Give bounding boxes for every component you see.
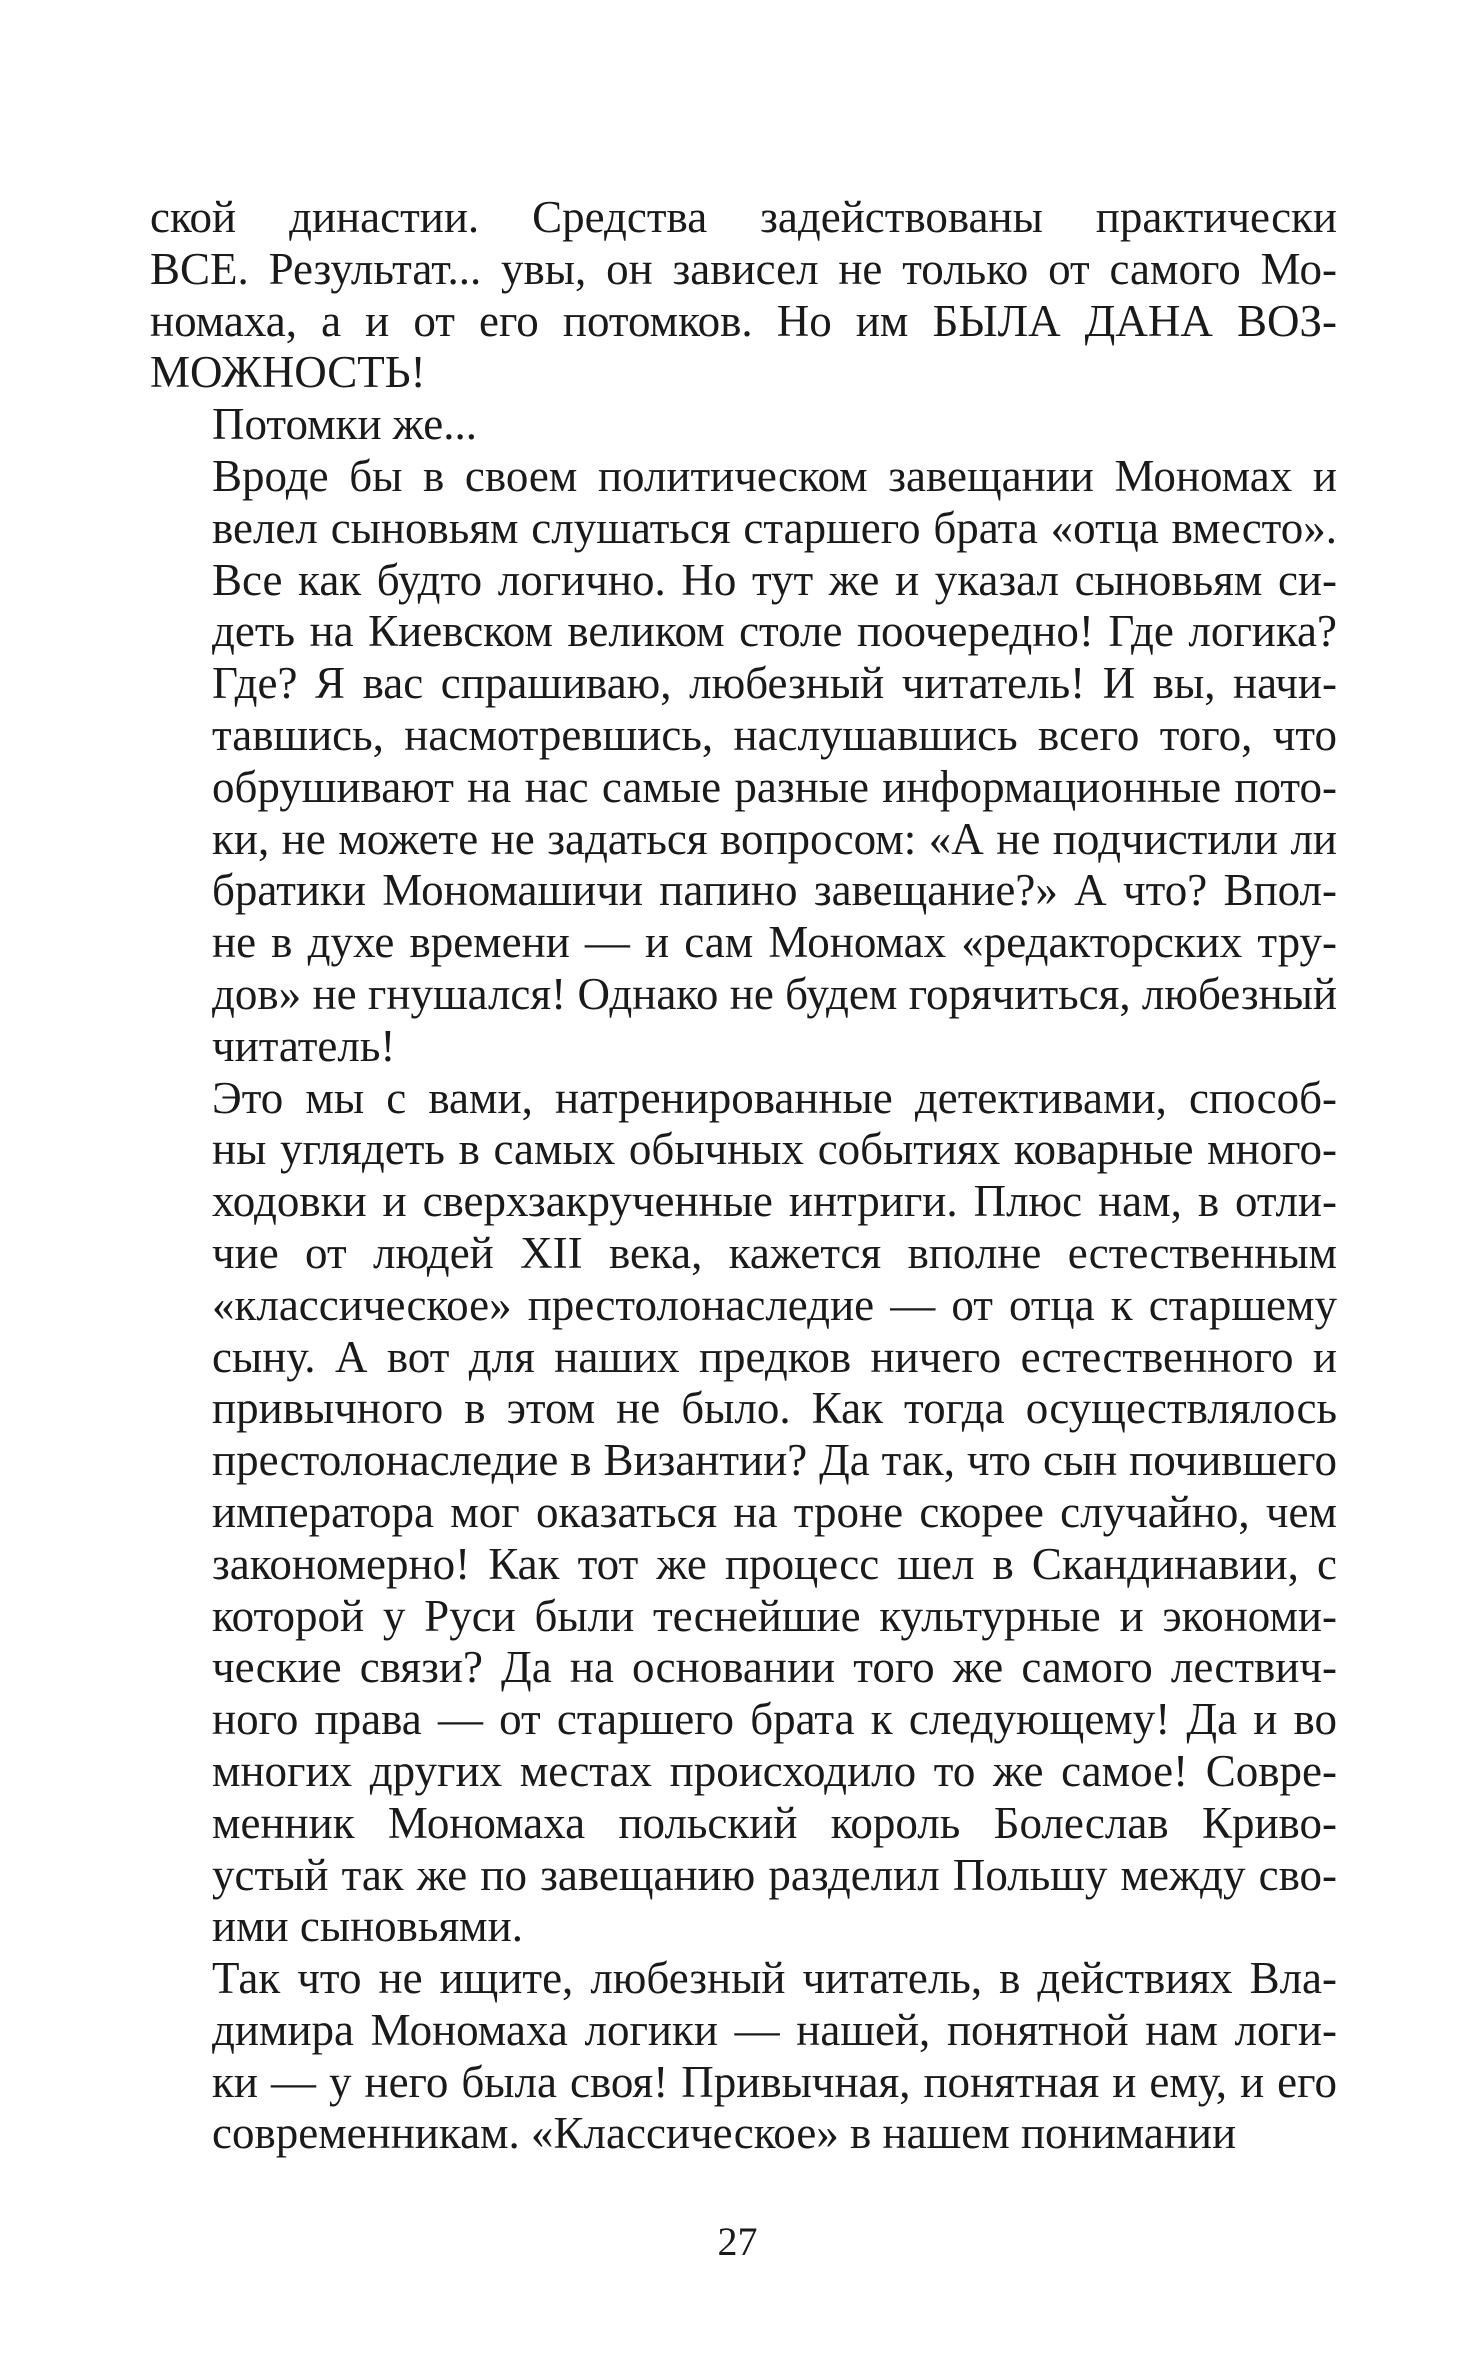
text-line: Где? Я вас спрашиваю, любезный читатель! И вы, начи- bbox=[212, 658, 1337, 709]
text-line: привычного в этом не было. Как тогда осуществлялось bbox=[212, 1383, 1337, 1434]
paragraph bbox=[150, 451, 1337, 1073]
text-line: ны углядеть в самых обычных событиях коварные много- bbox=[212, 1124, 1337, 1175]
text-line: ческие связи? Да на основании того же самого лествич- bbox=[212, 1642, 1337, 1693]
text-line: престолонаследие в Византии? Да так, что сын почившего bbox=[212, 1435, 1337, 1486]
text-line: дов» не гнушался! Однако не будем горячиться, любезный bbox=[212, 968, 1337, 1019]
text-line: ки, не можете не задаться вопросом: «А не подчистили ли bbox=[212, 813, 1337, 864]
paragraph bbox=[150, 1953, 1337, 2160]
text-line: читатель! bbox=[212, 1020, 396, 1071]
text-line: не в духе времени — и сам Мономах «редакторских тру- bbox=[212, 917, 1337, 968]
text-line: ного права — от старшего брата к следующему! Да и во bbox=[212, 1694, 1337, 1745]
text-line: Все как будто логично. Но тут же и указал сыновьям си- bbox=[212, 554, 1337, 605]
text-line: многих других местах происходило то же самое! Совре- bbox=[212, 1745, 1337, 1796]
text-line: ской династии. Средства задействованы практически bbox=[150, 192, 1337, 242]
text-line: ки — у него была своя! Привычная, понятная и ему, и его bbox=[212, 2056, 1337, 2107]
text-line: Вроде бы в своем политическом завещании Мономах и bbox=[212, 450, 1337, 501]
text-line: номаха, а и от его потомков. Но им БЫЛА ДАНА ВОЗ- bbox=[150, 295, 1337, 346]
text-line: ходовки и сверхзакрученные интриги. Плюс нам, в отли- bbox=[212, 1176, 1337, 1227]
text-line: ими сыновьями. bbox=[212, 1901, 523, 1952]
text-line: которой у Руси были теснейшие культурные и экономи- bbox=[212, 1590, 1337, 1641]
page-number: 27 bbox=[717, 2219, 758, 2264]
text-line: императора мог оказаться на троне скорее случайно, чем bbox=[212, 1486, 1337, 1537]
text-line: сыну. А вот для наших предков ничего естественного и bbox=[212, 1331, 1337, 1382]
text-line: МОЖНОСТЬ! bbox=[150, 347, 426, 398]
text-line: братики Мономашичи папино завещание?» А что? Впол- bbox=[212, 865, 1337, 916]
text-line: «классическое» престолонаследие — от отца к старшему bbox=[212, 1279, 1337, 1330]
text-line: закономерно! Как тот же процесс шел в Скандинавии, с bbox=[212, 1538, 1337, 1589]
paragraph bbox=[150, 399, 1337, 451]
text-line: обрушивают на нас самые разные информационные пото- bbox=[212, 761, 1337, 812]
text-line: менник Мономаха польский король Болеслав Криво- bbox=[212, 1797, 1337, 1848]
paragraph bbox=[150, 192, 1337, 399]
paragraph bbox=[150, 1073, 1337, 1954]
text-line: современникам. «Классическое» в нашем понимании bbox=[212, 2108, 1237, 2159]
text-line: ВСЕ. Результат... увы, он зависел не только от самого Мо- bbox=[150, 243, 1337, 294]
text-line: тавшись, насмотревшись, наслушавшись всего того, что bbox=[212, 709, 1337, 760]
page-body bbox=[150, 192, 1337, 2160]
text-line: чие от людей XII века, кажется вполне естественным bbox=[212, 1227, 1337, 1278]
text-line: Так что не ищите, любезный читатель, в действиях Вла- bbox=[212, 1953, 1337, 2004]
text-line: велел сыновьям слушаться старшего брата «отца вместо». bbox=[212, 502, 1337, 553]
text-line: Это мы с вами, натренированные детективами, способ- bbox=[212, 1072, 1337, 1123]
text-line: устый так же по завещанию разделил Польшу между сво- bbox=[212, 1849, 1337, 1900]
text-line: димира Мономаха логики — нашей, понятной нам логи- bbox=[212, 2004, 1337, 2055]
text-line: деть на Киевском великом столе поочередно! Где логика? bbox=[212, 606, 1337, 657]
text-line: Потомки же... bbox=[212, 399, 478, 450]
